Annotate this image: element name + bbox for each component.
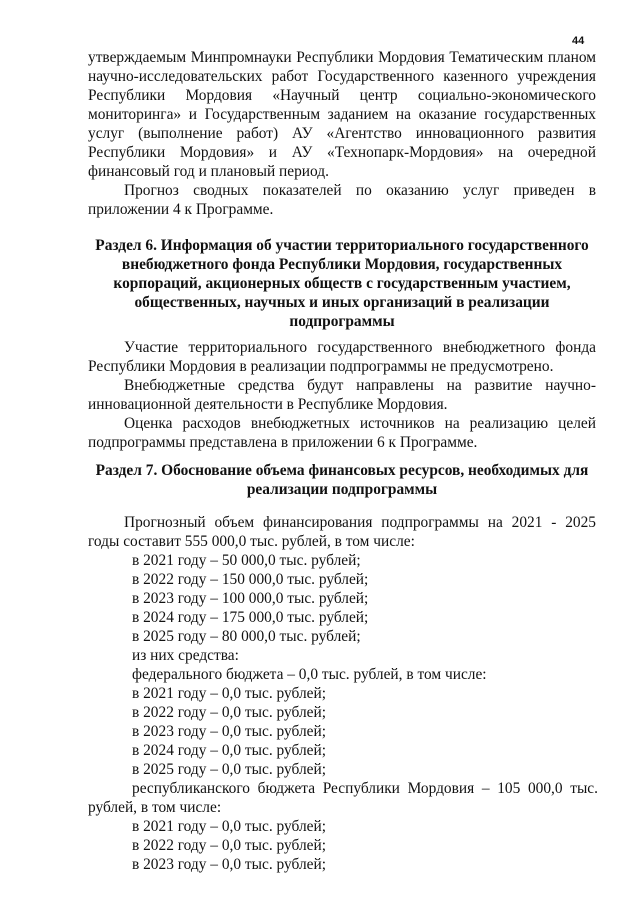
republic-year-2022: в 2022 году – 0,0 тыс. рублей; (132, 837, 326, 854)
federal-year-2024: в 2024 году – 0,0 тыс. рублей; (132, 742, 326, 759)
forecast-paragraph: Прогноз сводных показателей по оказанию услуг приведен в приложении 4 к Программе. (88, 182, 596, 218)
total-intro-paragraph: Прогнозный объем финансирования подпрограммы на 2021 - 2025 годы составит 555 000,0 тыс. рублей, в том числе: (88, 514, 596, 550)
section6-heading: Раздел 6. Информация об участии территориального государственного внебюджетного фонда Республики Мордовия, государственных корпораций, акционерных обществ с государственным участием, общественных, научных и иных организаций в реализации подпрограммы (95, 237, 589, 330)
intro-section (88, 48, 596, 219)
funding-list (132, 551, 602, 779)
federal-year-2021: в 2021 году – 0,0 тыс. рублей; (132, 685, 326, 702)
section6-body (88, 338, 596, 452)
total-year-2022: в 2022 году – 150 000,0 тыс. рублей; (132, 571, 369, 588)
section6-paragraph-3: Оценка расходов внебюджетных источников на реализацию целей подпрограммы представлена в приложении 6 к Программе. (88, 415, 596, 451)
total-year-2021: в 2021 году – 50 000,0 тыс. рублей; (132, 552, 361, 569)
page-number: 44 (572, 35, 585, 47)
of-which-label: из них средства: (132, 647, 239, 664)
total-year-2023: в 2023 году – 100 000,0 тыс. рублей; (132, 590, 369, 607)
republic-intro-paragraph: республиканского бюджета Республики Мордовия – 105 000,0 тыс. рублей, в том числе: (88, 780, 598, 816)
section6-paragraph-1: Участие территориального государственного внебюджетного фонда Республики Мордовия в реализации подпрограммы не предусмотрено. (88, 339, 596, 375)
federal-year-2023: в 2023 году – 0,0 тыс. рублей; (132, 723, 326, 740)
republic-list (132, 817, 602, 874)
federal-intro: федерального бюджета – 0,0 тыс. рублей, в том числе: (132, 666, 487, 683)
section7-heading: Раздел 7. Обоснование объема финансовых ресурсов, необходимых для реализации подпрограммы (95, 462, 589, 498)
intro-paragraph: утверждаемым Минпромнауки Республики Мордовия Тематическим планом научно-исследовательских работ Государственного казенного учреждения Республики Мордовия «Научный центр социально-экономического мониторинга» и Государственным заданием на оказание государственных услуг (выполнение работ) АУ «Агентство инновационного развития Республики Мордовия» и АУ «Технопарк-Мордовия» на очередной финансовый год и плановый период. (88, 49, 596, 180)
republic-year-2021: в 2021 году – 0,0 тыс. рублей; (132, 818, 326, 835)
section7-total-intro-block (88, 513, 596, 551)
republic-year-2023: в 2023 году – 0,0 тыс. рублей; (132, 856, 326, 873)
total-year-2025: в 2025 году – 80 000,0 тыс. рублей; (132, 628, 361, 645)
federal-year-2025: в 2025 году – 0,0 тыс. рублей; (132, 761, 326, 778)
total-year-2024: в 2024 году – 175 000,0 тыс. рублей; (132, 609, 369, 626)
federal-year-2022: в 2022 году – 0,0 тыс. рублей; (132, 704, 326, 721)
section6-paragraph-2: Внебюджетные средства будут направлены на развитие научно-инновационной деятельности в Республике Мордовия. (88, 377, 596, 413)
